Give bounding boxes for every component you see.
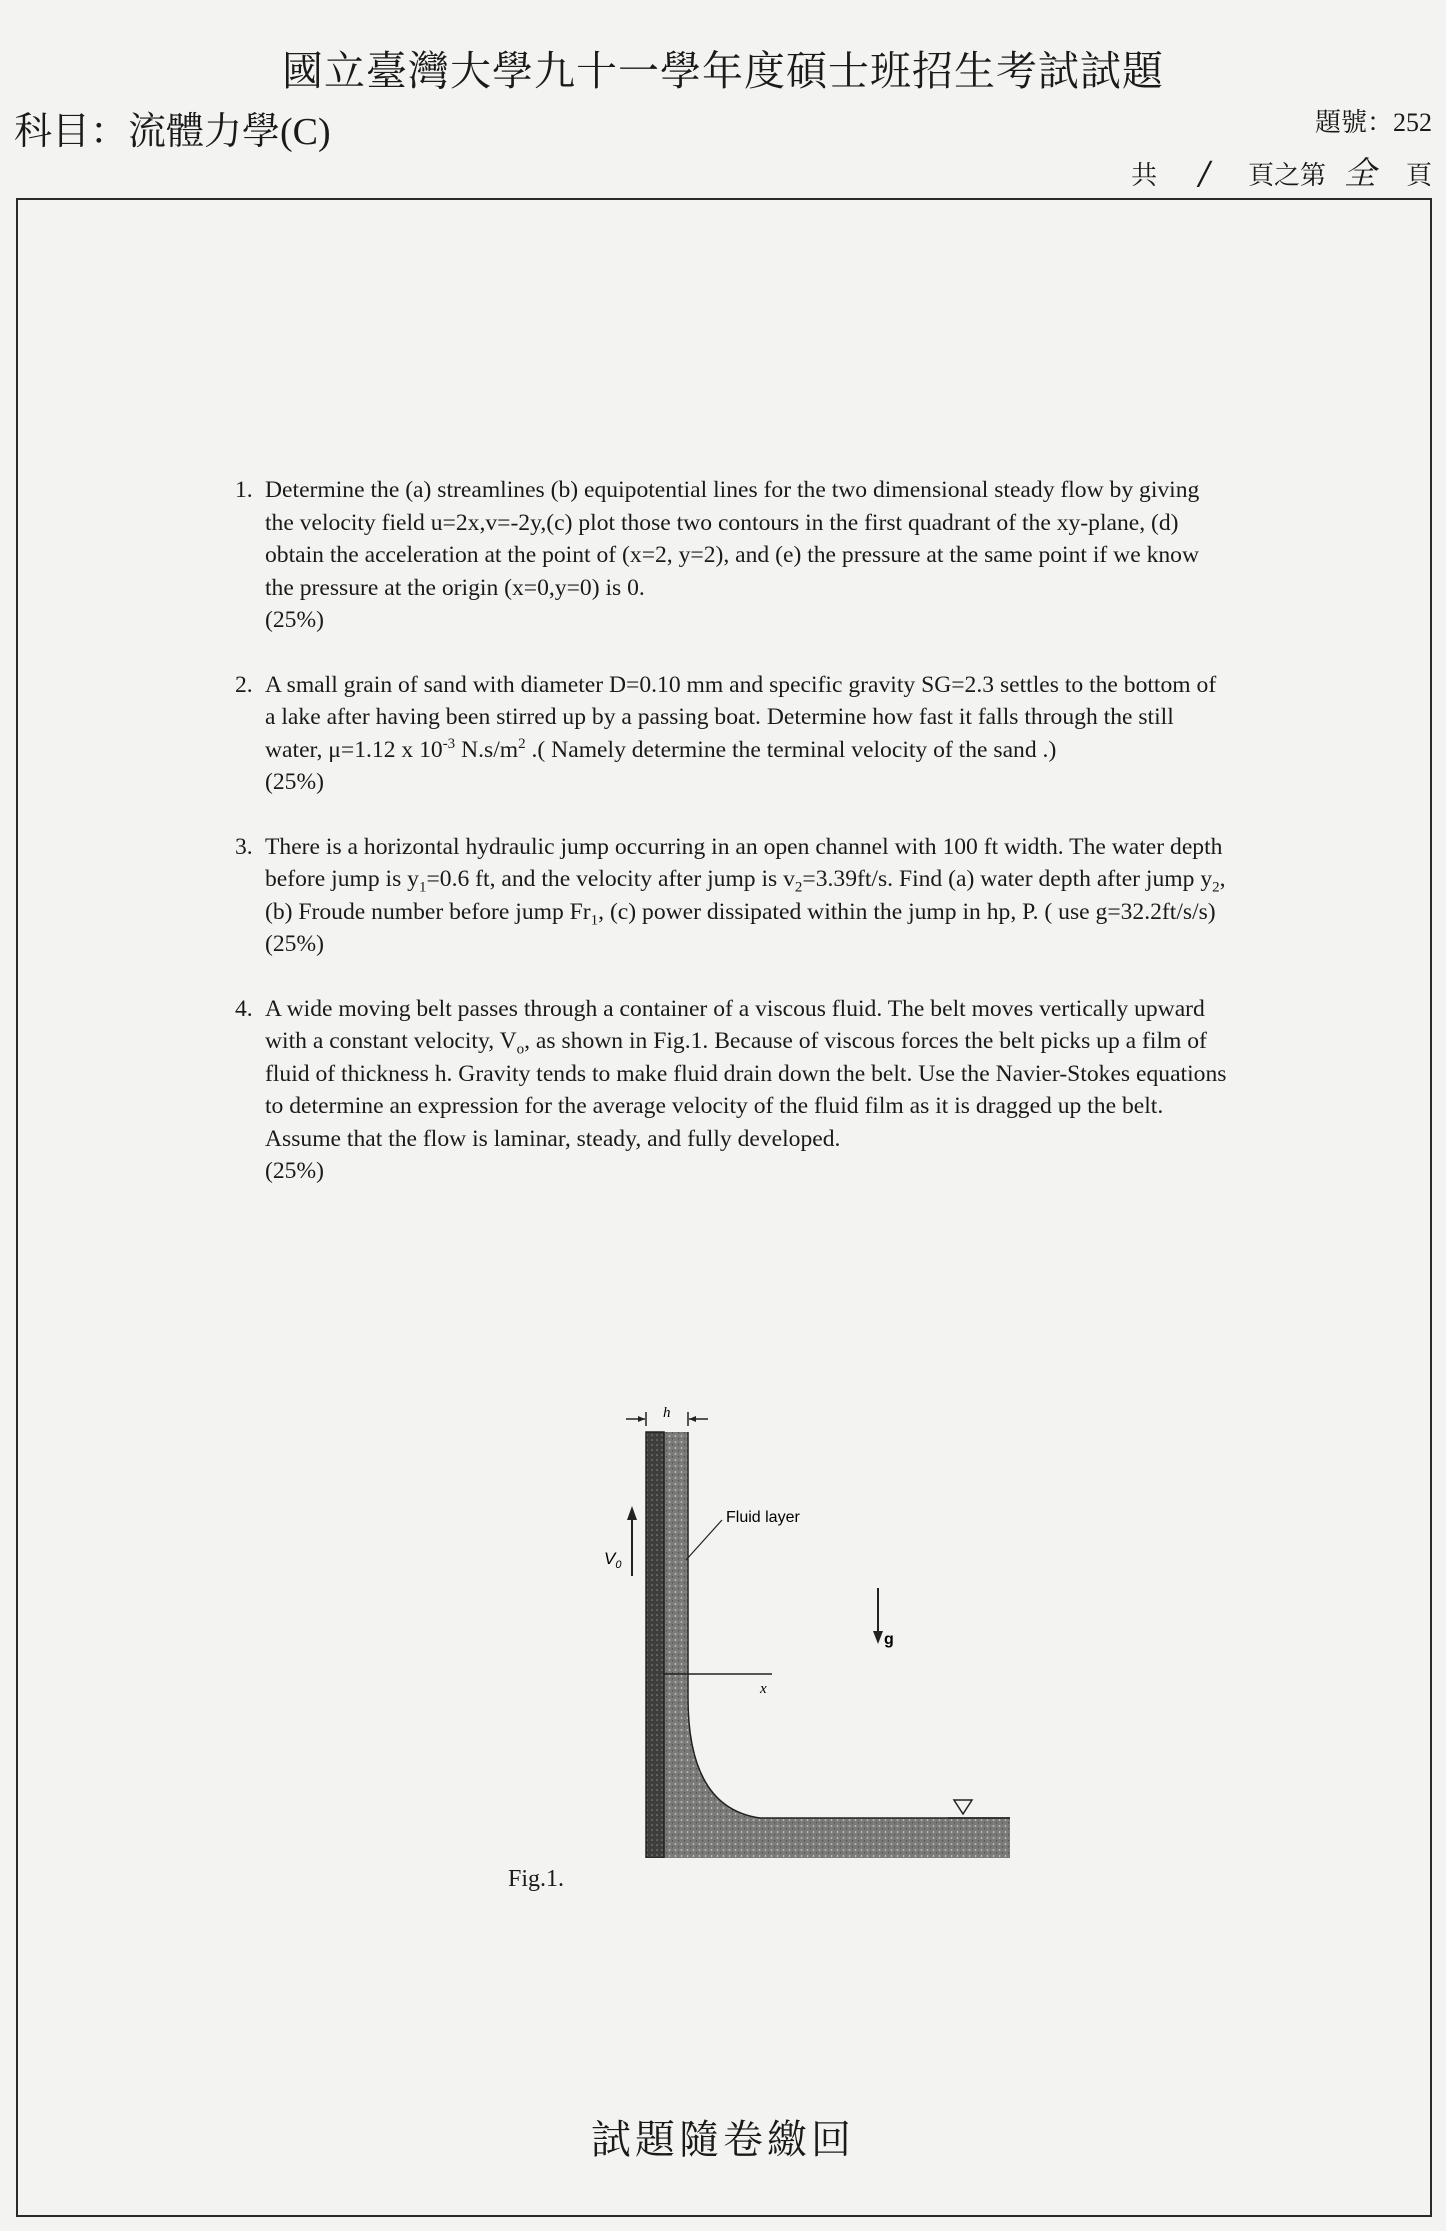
question-points: (25%) bbox=[265, 769, 324, 795]
fluid-surface bbox=[688, 1432, 1010, 1818]
question-4 bbox=[235, 993, 1230, 1188]
page-total: / bbox=[1199, 154, 1210, 192]
exam-number: 題號：252 bbox=[1314, 108, 1432, 137]
free-surface-symbol bbox=[954, 1800, 972, 1814]
figure-caption: Fig.1. bbox=[508, 1866, 565, 1892]
question-points: (25%) bbox=[265, 1158, 324, 1184]
belt-figure bbox=[590, 1398, 1030, 1858]
question-list bbox=[235, 474, 1230, 1220]
fluid-layer-leader bbox=[686, 1520, 722, 1560]
question-3 bbox=[235, 831, 1230, 961]
page-info bbox=[1131, 148, 1432, 194]
page-mid: 頁之第 bbox=[1247, 161, 1326, 190]
g-label: g bbox=[884, 1631, 894, 1648]
subject-label: 科目：流體力學(C) bbox=[14, 111, 331, 153]
page-prefix: 共 bbox=[1131, 161, 1158, 190]
v0-arrowhead bbox=[627, 1506, 637, 1520]
question-text: Determine the (a) streamlines (b) equipotential lines for the two dimensional steady flow by giving the velocity field u=2x,v=-2y,(c) plot those two contours in the first quadrant of the xy-plane, (d) obtain the acceleration at the point of (x=2, y=2), and (e) the pressure at the same point if we know the pressure at the origin (x=0,y=0) is 0. bbox=[265, 477, 1200, 601]
question-1 bbox=[235, 474, 1230, 637]
v0-label: $V_0$ bbox=[604, 1549, 622, 1571]
x-label: x bbox=[760, 1681, 767, 1697]
exam-title: 國立臺灣大學九十一學年度碩士班招生考試試題 bbox=[282, 48, 1164, 94]
question-number: 1. bbox=[235, 477, 253, 503]
h-arrowhead-left bbox=[638, 1416, 645, 1422]
g-arrowhead bbox=[873, 1631, 883, 1644]
h-arrowhead-right bbox=[689, 1416, 696, 1422]
page-suffix: 頁 bbox=[1405, 161, 1432, 190]
page-current: 全 bbox=[1343, 154, 1376, 192]
question-number: 3. bbox=[235, 833, 253, 860]
question-text: A wide moving belt passes through a container of a viscous fluid. The belt moves vertically upward with a constant velocity, $V_o$, as shown in Fig.1. Because of viscous forces the belt picks up a film of fluid of thickness h. Gravity tends to make fluid drain down the belt. Use the Navier-Stokes equations to determine an expression for the average velocity of the fluid film as it is dragged up the belt. Assume that the flow is laminar, steady, and fully developed. bbox=[265, 995, 1227, 1152]
question-text: There is a horizontal hydraulic jump occurring in an open channel with 100 ft width. The water depth before jump is $y_1=0.6$ ft, and the velocity after jump is $v_2=3.39ft/s$. Find (a) water depth after jump $y_2$, (b) Froude number before jump $Fr_1$, (c) power dissipated within the jump in hp, P. ( use g=32.2ft/s/s) bbox=[265, 833, 1226, 929]
footer-note: 試題隨卷繳回 bbox=[591, 2117, 855, 2163]
question-number: 2. bbox=[235, 671, 253, 698]
fluid-layer-label: Fluid layer bbox=[726, 1509, 800, 1526]
question-2 bbox=[235, 669, 1230, 799]
question-points: (25%) bbox=[265, 931, 324, 957]
question-number: 4. bbox=[235, 995, 253, 1022]
h-label: h bbox=[663, 1405, 671, 1421]
question-points: (25%) bbox=[265, 607, 324, 633]
belt bbox=[646, 1432, 664, 1858]
fluid-region bbox=[646, 1432, 1010, 1858]
question-text: A small grain of sand with diameter D=0.10 mm and specific gravity SG=2.3 settles to the bottom of a lake after having been stirred up by a passing boat. Determine how fast it falls through the still water, μ=1.12 x $10^{-3}$ $N.s/m^2$ .( Namely determine the terminal velocity of the sand .) bbox=[265, 671, 1217, 763]
